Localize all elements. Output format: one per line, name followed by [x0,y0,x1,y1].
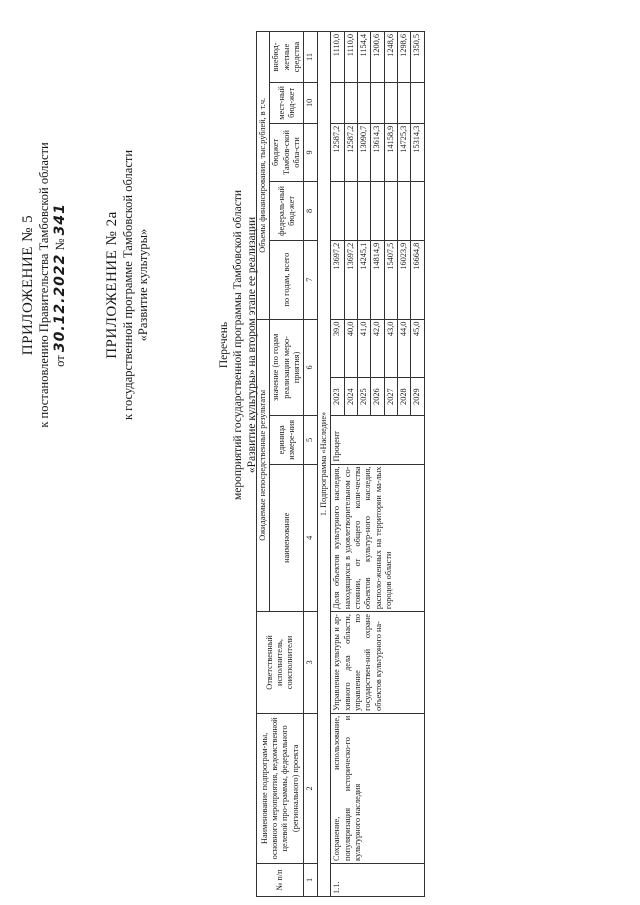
extra-cell: 1110,0 [344,32,357,83]
value-cell: 43,0 [384,319,397,378]
extra-cell: 1248,6 [384,32,397,83]
regional-cell: 13614,3 [371,123,384,182]
year-cell: 2025 [357,378,370,416]
extra-cell: 1298,6 [397,32,410,83]
col-results-header: Ожидаемые непосредственные результаты [257,319,270,612]
program-line: к государственной программе Тамбовской области [121,149,136,421]
regional-cell: 12587,2 [344,123,357,182]
col-executor-header: Ответственный исполнитель, соисполнители [257,612,304,714]
local-cell [411,83,424,124]
handwritten-date: 30.12.2022 [51,253,68,353]
item-unit: Процент [331,416,425,464]
federal-cell [371,182,384,241]
extra-cell: 1350,5 [411,32,424,83]
year-cell: 2026 [371,378,384,416]
year-cell: 2028 [397,378,410,416]
program-name: «Развитие культуры» [135,228,150,342]
table-header-row [257,32,270,897]
extra-cell: 1200,6 [371,32,384,83]
local-cell [344,83,357,124]
col-local-header: мест-ный бюд-жет [270,83,304,124]
local-cell [371,83,384,124]
year-cell: 2024 [344,378,357,416]
subprogram-title: 1. Подпрограмма «Наследие» [317,32,330,897]
appendix-title: ПРИЛОЖЕНИЕ № 5 [20,214,36,356]
col-value-header: значение (по годам реализации меро-приятия) [270,319,304,416]
document-title: Перечень мероприятий государственной программы Тамбовской области «Развитие культуры» на втором этапе ее реализации [218,189,258,501]
decree-line: к постановлению Правительства Тамбовской области [37,142,52,428]
value-cell: 40,0 [344,319,357,378]
federal-cell [397,182,410,241]
value-cell: 41,0 [357,319,370,378]
year-cell: 2023 [331,378,344,416]
subprogram-row [317,32,330,897]
total-cell: 13697,2 [331,240,344,319]
item-number: 1.1. [331,863,425,896]
regional-cell: 14158,9 [384,123,397,182]
item-executor: Управление культуры и ар-хивного дела области, управление по государствен-ной охране объектов культурного на- [331,612,425,714]
total-cell: 13697,2 [344,240,357,319]
decree-date-line: от 30.12.2022 № 341 [51,203,68,367]
local-cell [331,83,344,124]
local-cell [397,83,410,124]
item-result-name: Доля объектов культурного наследия, находящихся в удовлетворительном со-стоянии, от общего коли-чества объектов культур-ного наследия, располо-женных на территории ма-лых городов области [331,464,425,612]
year-cell: 2027 [384,378,397,416]
extra-cell: 1110,0 [331,32,344,83]
col-federal-header: федераль-ный бюд-жет [270,182,304,241]
col-unit-header: единица измере-ния [270,416,304,464]
total-cell: 16023,9 [397,240,410,319]
total-cell: 15407,5 [384,240,397,319]
regional-cell: 12587,2 [331,123,344,182]
col-total-header: по годам, всего [270,240,304,319]
federal-cell [357,182,370,241]
total-cell: 14814,9 [371,240,384,319]
col-name-header: Наименование подпрограм-мы, основного мероприятия, ведомственной целевой про-граммы, федерального (регионального) проекта [257,713,304,863]
table-row [331,32,344,897]
col-extra-header: внебюд-жетные средства [270,32,304,83]
col-finance-header: Объемы финансирования, тыс.рублей, в т.ч. [257,32,270,320]
regional-cell: 14725,3 [397,123,410,182]
value-cell: 45,0 [411,319,424,378]
local-cell [384,83,397,124]
total-cell: 14245,1 [357,240,370,319]
item-name: Сохранение, использование, популяризация историческо-го и культурного наследия [331,713,425,863]
scan-edge-marks [4,3,636,25]
regional-cell: 13090,7 [357,123,370,182]
col-regional-header: бюджет Тамбов-ской обла-сти [270,123,304,182]
col-result-name-header: наименование [270,464,304,612]
local-cell [357,83,370,124]
extra-cell: 1154,4 [357,32,370,83]
federal-cell [331,182,344,241]
col-number-header: № п/п [257,863,304,896]
value-cell: 39,0 [331,319,344,378]
appendix-header [20,25,68,545]
appendix2-header [104,25,150,545]
handwritten-number: 341 [51,203,68,236]
value-cell: 42,0 [371,319,384,378]
federal-cell [344,182,357,241]
table-body [331,32,425,897]
appendix2-title: ПРИЛОЖЕНИЕ № 2а [104,211,120,359]
activities-table [256,31,425,897]
column-number-row: 1 2 3 4 5 6 7 8 9 10 11 [304,32,317,897]
federal-cell [411,182,424,241]
value-cell: 44,0 [397,319,410,378]
total-cell: 16664,8 [411,240,424,319]
regional-cell: 15314,3 [411,123,424,182]
year-cell: 2029 [411,378,424,416]
federal-cell [384,182,397,241]
